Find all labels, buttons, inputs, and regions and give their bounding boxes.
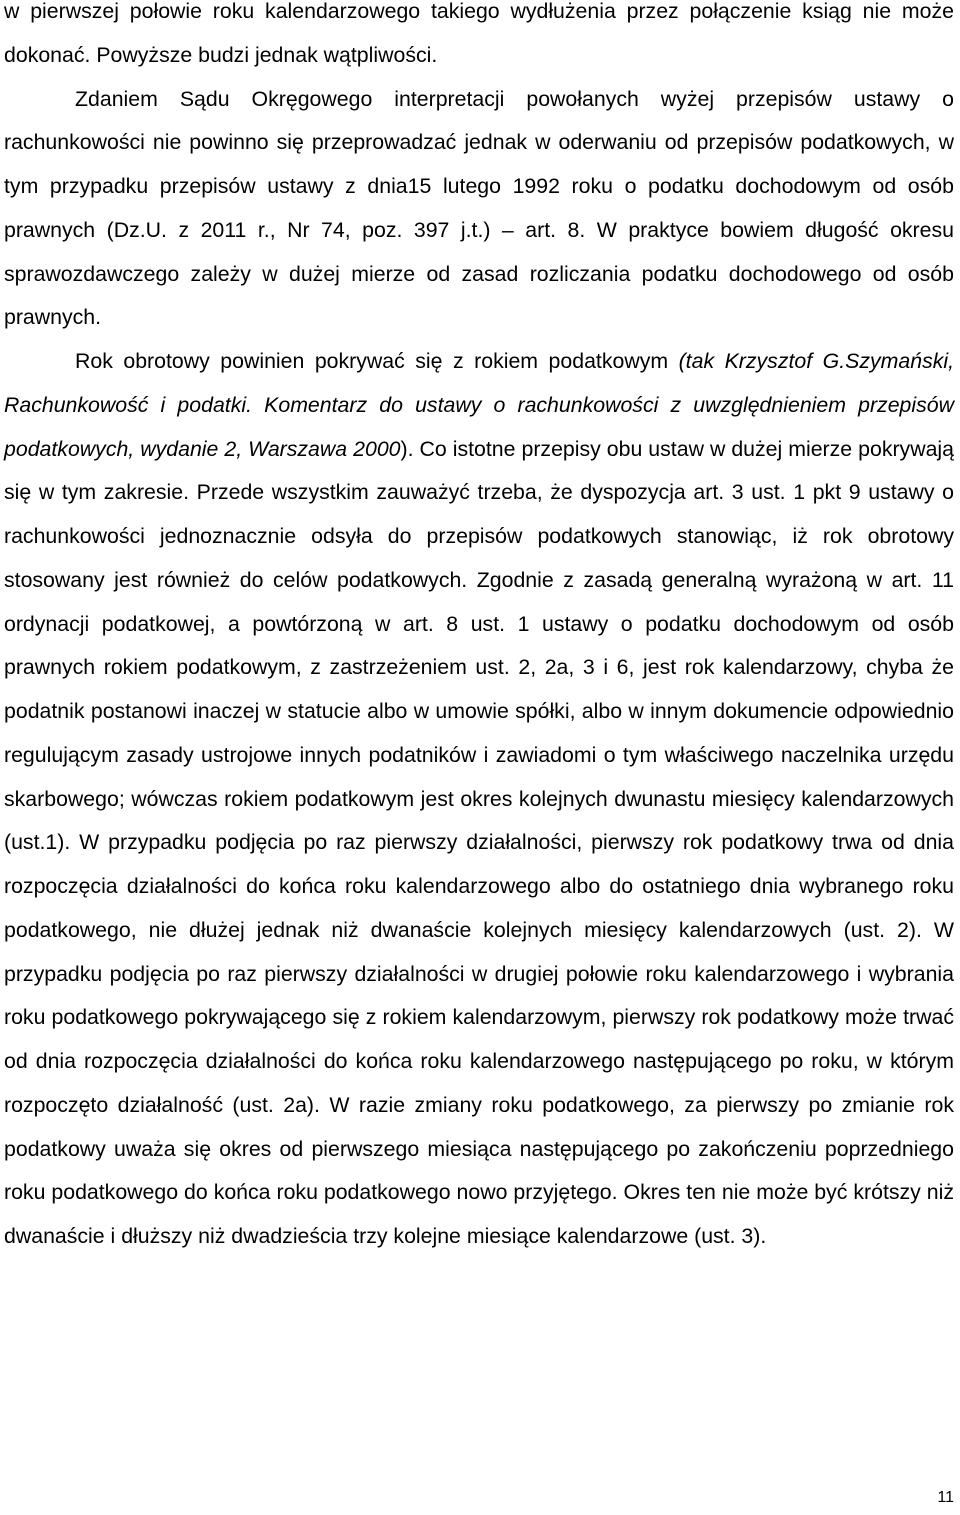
paragraph-1-text: w pierwszej połowie roku kalendarzowego takiego wydłużenia przez połączenie ksiąg nie może dokonać. Powyższe budzi jednak wątpliwości. — [4, 0, 954, 67]
page-number: 11 — [937, 1489, 954, 1506]
paragraph-2 — [4, 78, 954, 341]
paragraph-3-citation: (tak Krzysztof G.Szymański, Rachunkowość i podatki. Komentarz do ustawy o rachunkowości z uwzględnieniem przepisów podatkowych, wydanie 2, Warszawa 2000 — [4, 349, 955, 461]
paragraph-3-text-a: Rok obrotowy powinien pokrywać się z rokiem podatkowym — [75, 349, 679, 373]
paragraph-3 — [4, 340, 954, 1259]
paragraph-2-text: Zdaniem Sądu Okręgowego interpretacji powołanych wyżej przepisów ustawy o rachunkowości nie powinno się przeprowadzać jednak w oderwaniu od przepisów podatkowych, w tym przypadku przepisów ustawy z dnia15 lutego 1992 roku o podatku dochodowym od osób prawnych (Dz.U. z 2011 r., Nr 74, poz. 397 j.t.) – art. 8. W praktyce bowiem długość okresu sprawozdawczego zależy w dużej mierze od zasad rozliczania podatku dochodowego od osób prawnych. — [4, 86, 954, 330]
paragraph-3-text-b: ). Co istotne przepisy obu ustaw w dużej mierze pokrywają się w tym zakresie. Przede wszystkim zauważyć trzeba, że dyspozycja art. 3 ust. 1 pkt 9 ustawy o rachunkowości jednoznacznie odsyła do przepisów podatkowych stanowiąc, iż rok obrotowy stosowany jest również do celów podatkowych. Zgodnie z zasadą generalną wyrażoną w art. 11 ordynacji podatkowej, a powtórzoną w art. 8 ust. 1 ustawy o podatku dochodowym od osób prawnych rokiem podatkowym, z zastrzeżeniem ust. 2, 2a, 3 i 6, jest rok kalendarzowy, chyba że podatnik postanowi inaczej w statucie albo w umowie spółki, albo w innym dokumencie odpowiednio regulującym zasady ustrojowe innych podatników i zawiadomi o tym właściwego naczelnika urzędu skarbowego; wówczas rokiem podatkowym jest okres kolejnych dwunastu miesięcy kalendarzowych (ust.1). W przypadku podjęcia po raz pierwszy działalności, pierwszy rok podatkowy trwa od dnia rozpoczęcia działalności do końca roku kalendarzowego albo do ostatniego dnia wybranego roku podatkowego, nie dłużej jednak niż dwanaście kolejnych miesięcy kalendarzowych (ust. 2). W przypadku podjęcia po raz pierwszy działalności w drugiej połowie roku kalendarzowego i wybrania roku podatkowego pokrywającego się z rokiem kalendarzowym, pierwszy rok podatkowy może trwać od dnia rozpoczęcia działalności do końca roku kalendarzowego następującego po roku, w którym rozpoczęto działalność (ust. 2a). W razie zmiany roku podatkowego, za pierwszy po zmianie rok podatkowy uważa się okres od pierwszego miesiąca następującego po zakończeniu poprzedniego roku podatkowego do końca roku podatkowego nowo przyjętego. Okres ten nie może być krótszy niż dwanaście i dłuższy niż dwadzieścia trzy kolejne miesiące kalendarzowe (ust. 3). — [4, 436, 955, 1248]
paragraph-1 — [4, 0, 954, 78]
